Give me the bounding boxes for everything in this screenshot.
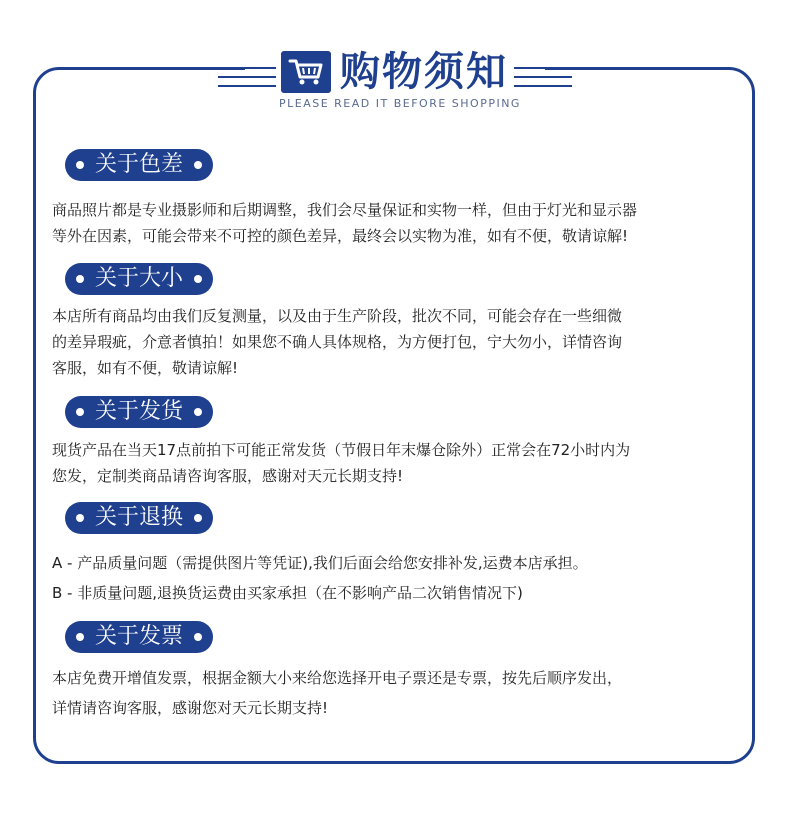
- paragraph-line: 商品照片都是专业摄影师和后期调整，我们会尽量保证和实物一样，但由于灯光和显示器: [52, 201, 638, 219]
- section-heading-label: 关于退换: [95, 505, 184, 530]
- section-heading-invoice: [65, 621, 213, 653]
- paragraph-line: 现货产品在当天17点前拍下可能正常发货（节假日年末爆仓除外）正常会在72小时内为: [52, 441, 631, 459]
- paragraph-line: 详情请咨询客服，感谢您对天元长期支持!: [52, 699, 329, 717]
- paragraph-line: A - 产品质量问题（需提供图片等凭证),我们后面会给您安排补发,运费本店承担。: [52, 554, 588, 572]
- section-heading-shipping: [65, 396, 213, 428]
- section-heading-label: 关于发票: [95, 624, 184, 649]
- section-text-invoice: [52, 663, 752, 723]
- section-heading-returns: [65, 502, 213, 534]
- paragraph-line: 本店免费开增值发票，根据金额大小来给您选择开电子票还是专票，按先后顺序发出，: [52, 669, 623, 687]
- section-heading-size: [65, 263, 213, 295]
- section-text-shipping: [52, 437, 752, 489]
- section-heading-label: 关于发货: [95, 399, 184, 424]
- paragraph-line: 等外在因素，可能会带来不可控的颜色差异，最终会以实物为准，如有不便，敬请谅解!: [52, 227, 629, 245]
- paragraph-line: 的差异瑕疵，介意者慎拍！如果您不确人具体规格，为方便打包，宁大勿小，详情咨询: [52, 333, 623, 351]
- bullet-dot-icon: [76, 408, 84, 416]
- section-heading-label: 关于大小: [95, 266, 184, 291]
- bullet-dot-icon: [194, 514, 202, 522]
- page-title: 购物须知: [340, 49, 508, 95]
- section-text-returns: [52, 548, 752, 608]
- section-heading-color-difference: [65, 149, 213, 181]
- bullet-dot-icon: [76, 633, 84, 641]
- bullet-dot-icon: [194, 161, 202, 169]
- paragraph-line: 客服，如有不便，敬请谅解!: [52, 359, 239, 377]
- paragraph-line: 您发，定制类商品请咨询客服，感谢对天元长期支持!: [52, 467, 404, 485]
- section-text-color-difference: [52, 197, 752, 249]
- section-heading-label: 关于色差: [95, 152, 184, 177]
- bullet-dot-icon: [194, 633, 202, 641]
- page-subtitle: PLEASE READ IT BEFORE SHOPPING: [279, 97, 521, 110]
- section-text-size: [52, 303, 752, 381]
- paragraph-line: 本店所有商品均由我们反复测量，以及由于生产阶段，批次不同，可能会存在一些细微: [52, 307, 623, 325]
- bullet-dot-icon: [76, 161, 84, 169]
- bullet-dot-icon: [76, 275, 84, 283]
- shopping-cart-icon: [281, 51, 331, 93]
- bullet-dot-icon: [76, 514, 84, 522]
- paragraph-line: B - 非质量问题,退换货运费由买家承担（在不影响产品二次销售情况下): [52, 584, 523, 602]
- header-decoration-left: [218, 67, 276, 94]
- header-decoration-right: [514, 67, 572, 94]
- bullet-dot-icon: [194, 275, 202, 283]
- bullet-dot-icon: [194, 408, 202, 416]
